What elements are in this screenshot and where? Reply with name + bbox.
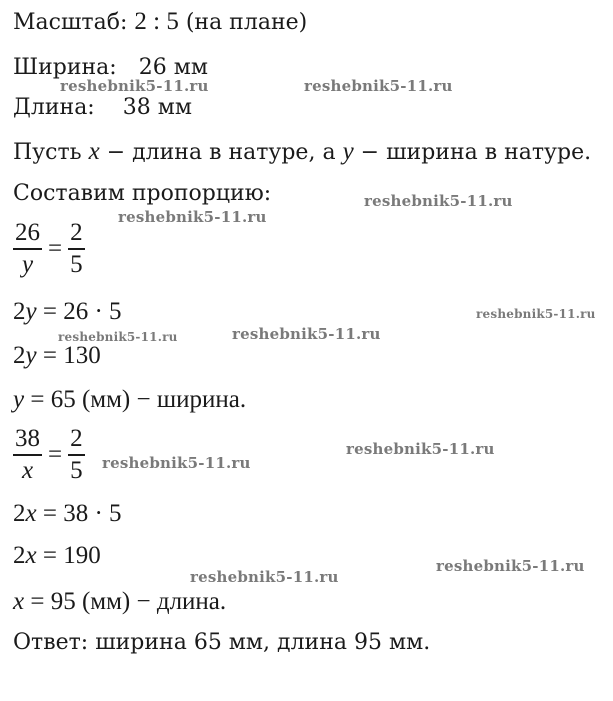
intro-text-start: Пусть bbox=[13, 140, 89, 165]
scale-line bbox=[13, 9, 307, 36]
fraction-38-over-x bbox=[13, 424, 42, 486]
fraction-26-over-y bbox=[13, 218, 42, 280]
length-value: 38 мм bbox=[122, 95, 192, 120]
proportion-label: Составим пропорцию: bbox=[13, 181, 272, 206]
equals-sign: = bbox=[48, 235, 63, 262]
watermark: reshebnik5-11.ru bbox=[304, 77, 453, 95]
coefficient: 2 bbox=[13, 342, 26, 369]
fraction-equation-1 bbox=[13, 218, 85, 280]
equation-rest: = 190 bbox=[36, 542, 101, 569]
variable: y bbox=[25, 342, 37, 369]
equation-step-3 bbox=[13, 501, 122, 527]
watermark: reshebnik5-11.ru bbox=[232, 325, 381, 343]
intro-var-x: x bbox=[88, 138, 100, 165]
result-y-text: = 65 (мм) − ширина. bbox=[24, 386, 247, 413]
equation-rest: = 38 · 5 bbox=[36, 500, 122, 527]
length-label: Длина: bbox=[13, 95, 95, 120]
equation-rest: = 26 · 5 bbox=[36, 298, 122, 325]
fraction-denominator: x bbox=[21, 457, 34, 484]
scale-label: Масштаб: bbox=[13, 10, 128, 35]
fraction-2-over-5 bbox=[68, 218, 85, 280]
variable: x bbox=[13, 588, 25, 615]
watermark: reshebnik5-11.ru bbox=[58, 330, 178, 344]
coefficient: 2 bbox=[13, 500, 26, 527]
fraction-numerator: 2 bbox=[70, 219, 83, 246]
scale-note: (на плане) bbox=[185, 10, 308, 35]
watermark: reshebnik5-11.ru bbox=[60, 77, 209, 95]
watermark: reshebnik5-11.ru bbox=[364, 192, 513, 210]
width-label: Ширина: bbox=[13, 55, 117, 80]
fraction-denominator: 5 bbox=[70, 251, 83, 278]
watermark: reshebnik5-11.ru bbox=[102, 454, 251, 472]
width-value: 26 мм bbox=[138, 55, 208, 80]
equals-sign: = bbox=[48, 441, 63, 468]
intro-line bbox=[13, 139, 591, 166]
fraction-equation-2 bbox=[13, 424, 85, 486]
fraction-numerator: 2 bbox=[70, 425, 83, 452]
coefficient: 2 bbox=[13, 542, 26, 569]
watermark: reshebnik5-11.ru bbox=[436, 557, 585, 575]
equation-rest: = 130 bbox=[36, 342, 101, 369]
watermark: reshebnik5-11.ru bbox=[190, 568, 339, 586]
equation-step-2 bbox=[13, 343, 101, 369]
variable: x bbox=[25, 542, 37, 569]
variable: y bbox=[25, 298, 37, 325]
coefficient: 2 bbox=[13, 298, 26, 325]
fraction-denominator: y bbox=[21, 251, 34, 278]
fraction-numerator: 38 bbox=[15, 425, 40, 452]
equation-step-4 bbox=[13, 543, 101, 569]
intro-text-mid: − длина в натуре, а bbox=[99, 140, 343, 165]
answer-line: Ответ: ширина 65 мм, длина 95 мм. bbox=[13, 630, 431, 655]
result-y bbox=[13, 387, 246, 414]
result-x bbox=[13, 589, 226, 616]
intro-var-y: y bbox=[342, 138, 354, 165]
variable: x bbox=[25, 500, 37, 527]
result-x-text: = 95 (мм) − длина. bbox=[24, 588, 227, 615]
fraction-denominator: 5 bbox=[70, 457, 83, 484]
variable: y bbox=[13, 386, 25, 413]
intro-text-end: − ширина в натуре. bbox=[353, 140, 592, 165]
equation-step-1 bbox=[13, 299, 122, 325]
fraction-2-over-5 bbox=[68, 424, 85, 486]
fraction-numerator: 26 bbox=[15, 219, 40, 246]
scale-value: 2 : 5 bbox=[134, 8, 179, 35]
watermark: reshebnik5-11.ru bbox=[476, 307, 596, 321]
length-line bbox=[13, 95, 192, 121]
watermark: reshebnik5-11.ru bbox=[118, 208, 267, 226]
watermark: reshebnik5-11.ru bbox=[346, 440, 495, 458]
